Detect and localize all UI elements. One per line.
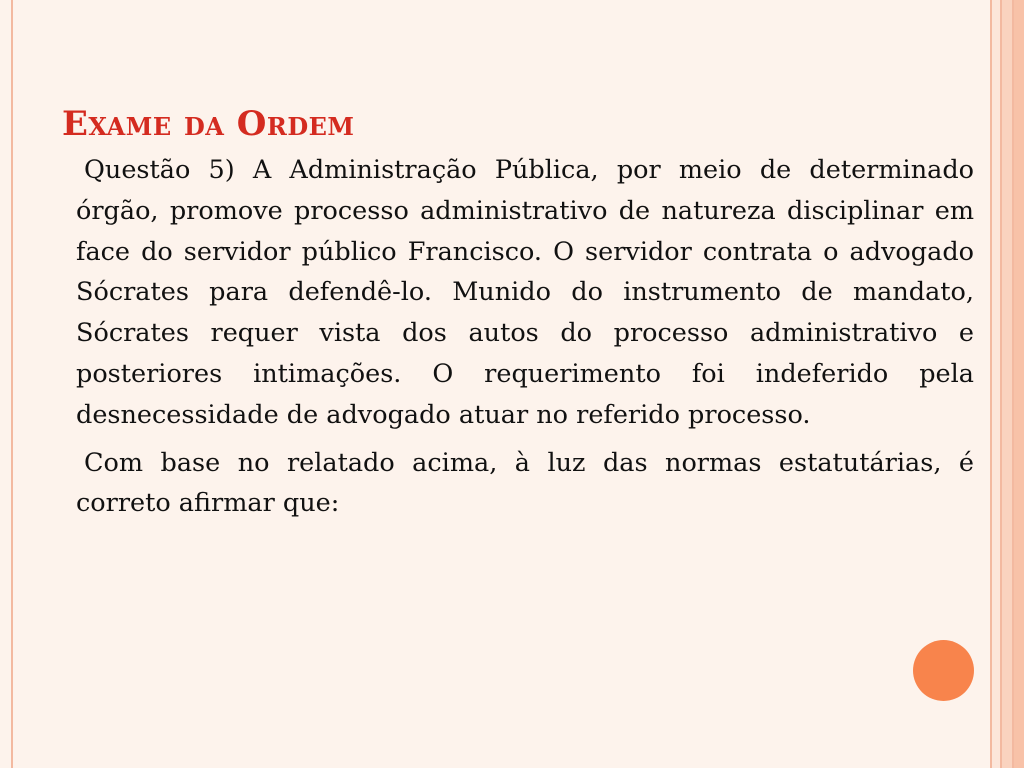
decorative-orange-circle (913, 640, 974, 701)
slide-title: Exame da Ordem (62, 104, 355, 144)
left-border-decoration (0, 0, 13, 768)
prompt-paragraph: Com base no relatado acima, à luz das normas estatutárias, é correto afirmar que: (76, 447, 974, 519)
right-border-decoration (984, 0, 1024, 768)
question-paragraph: Questão 5) A Administração Pública, por meio de determinado órgão, promove processo administrativo de natureza disciplinar em face do servidor público Francisco. O servidor contrata o advogado Sócrates para defendê-lo. Munido do instrumento de mandato, Sócrates requer vista dos autos do processo administrativo e posteriores intimações. O requerimento foi indeferido pela desnecessidade de advogado atuar no referido processo. (76, 155, 974, 430)
slide-body (76, 150, 974, 531)
